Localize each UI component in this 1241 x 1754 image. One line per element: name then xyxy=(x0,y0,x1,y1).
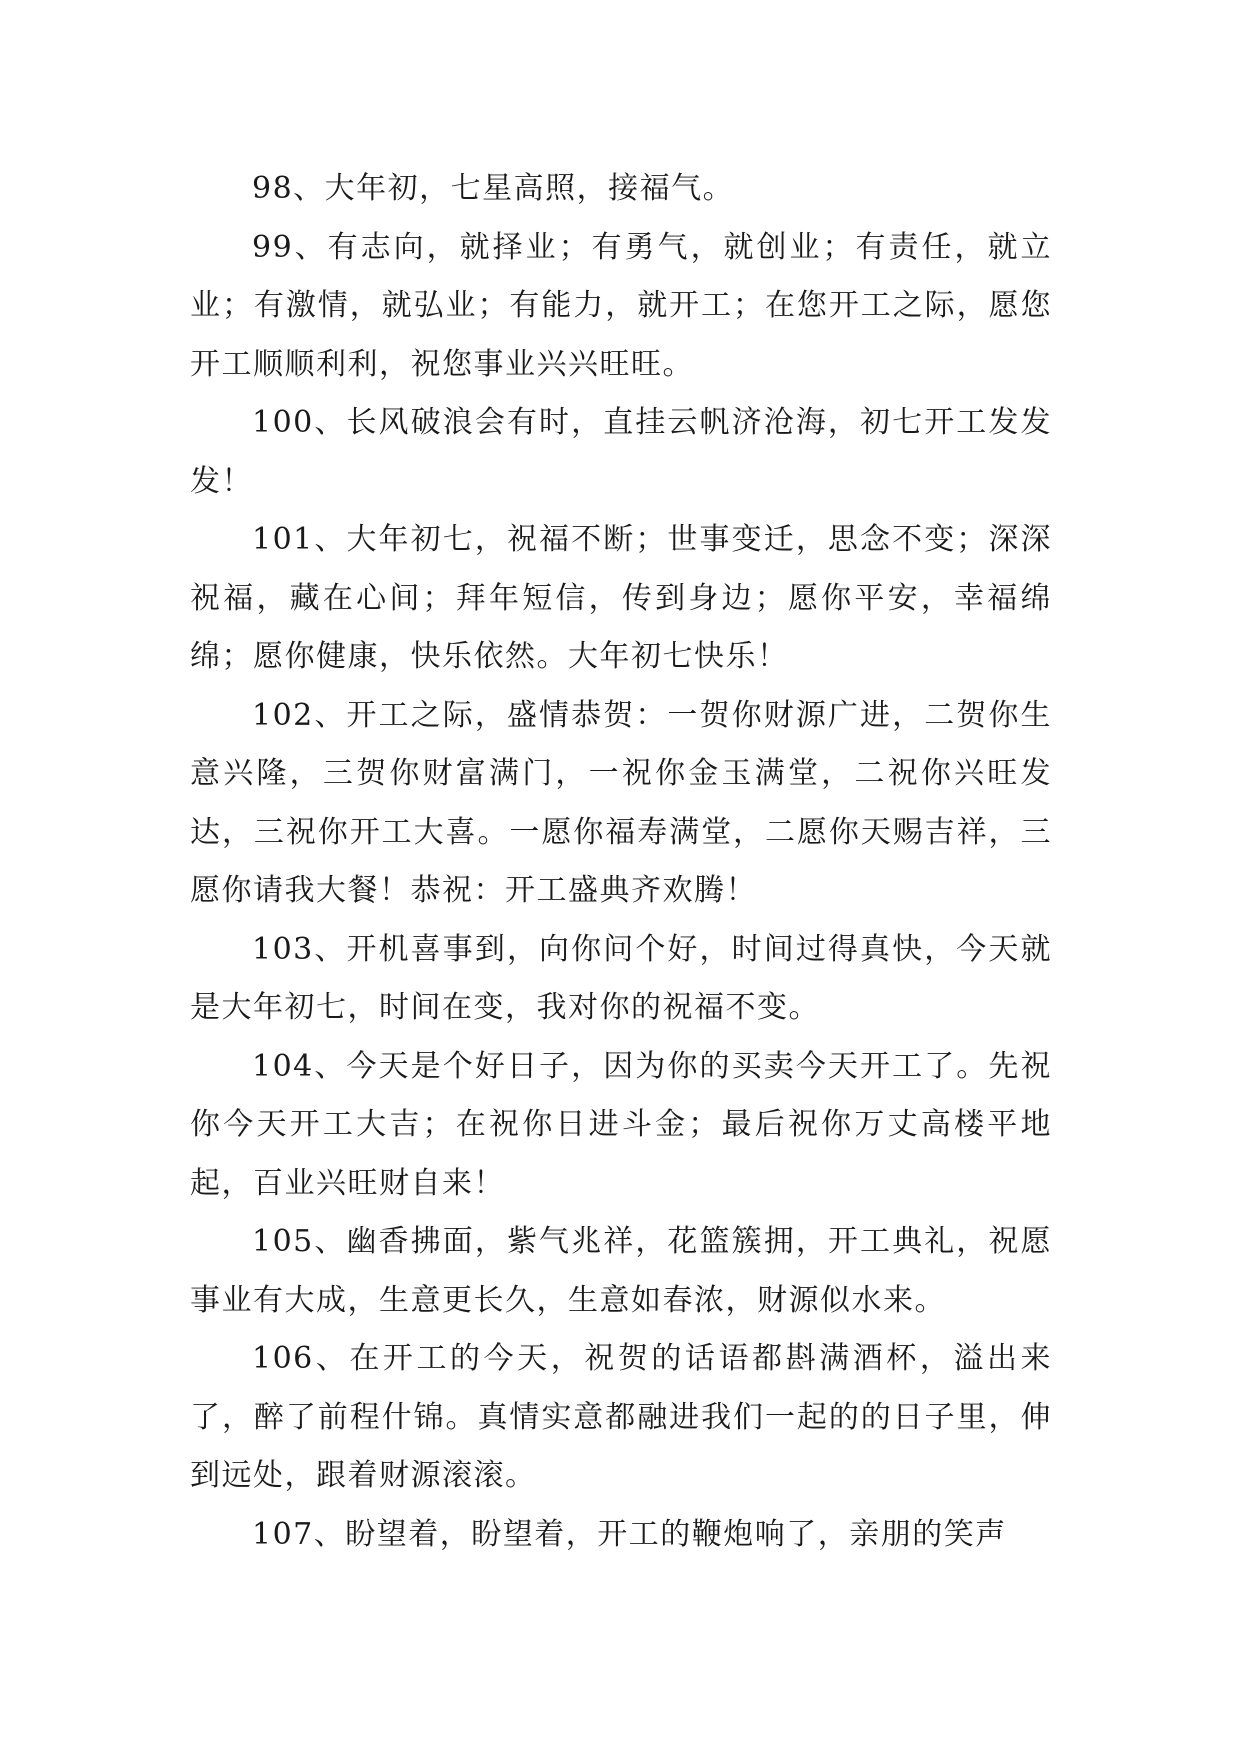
paragraph-106: 106、在开工的今天，祝贺的话语都斟满酒杯，溢出来了，醉了前程什锦。真情实意都融进我们一起的的日子里，伸到远处，跟着财源滚滚。 xyxy=(190,1341,1052,1493)
paragraph-105: 105、幽香拂面，紫气兆祥，花篮簇拥，开工典礼，祝愿事业有大成，生意更长久，生意如春浓，财源似水来。 xyxy=(190,1224,1052,1318)
paragraph-98: 98、大年初，七星高照，接福气。 xyxy=(252,171,735,206)
paragraph-103: 103、开机喜事到，向你问个好，时间过得真快，今天就是大年初七，时间在变，我对你的祝福不变。 xyxy=(190,931,1052,1025)
paragraph-100: 100、长风破浪会有时，直挂云帆济沧海，初七开工发发发！ xyxy=(190,405,1052,499)
paragraph-101: 101、大年初七，祝福不断；世事变迁，思念不变；深深祝福，藏在心间；拜年短信，传到身边；愿你平安，幸福绵绵；愿你健康，快乐依然。大年初七快乐！ xyxy=(190,522,1052,674)
paragraph-99: 99、有志向，就择业；有勇气，就创业；有责任，就立业；有激情，就弘业；有能力，就开工；在您开工之际，愿您开工顺顺利利，祝您事业兴兴旺旺。 xyxy=(190,229,1052,382)
document-body xyxy=(190,160,1052,1564)
paragraph-107: 107、盼望着，盼望着，开工的鞭炮响了，亲朋的笑声 xyxy=(252,1516,1007,1552)
paragraph-104: 104、今天是个好日子，因为你的买卖今天开工了。先祝你今天开工大吉；在祝你日进斗金；最后祝你万丈高楼平地起，百业兴旺财自来！ xyxy=(190,1048,1052,1201)
paragraph-102: 102、开工之际，盛情恭贺：一贺你财源广进，二贺你生意兴隆，三贺你财富满门，一祝你金玉满堂，二祝你兴旺发达，三祝你开工大喜。一愿你福寿满堂，二愿你天赐吉祥，三愿你请我大餐！恭祝：开工盛典齐欢腾！ xyxy=(190,697,1052,908)
